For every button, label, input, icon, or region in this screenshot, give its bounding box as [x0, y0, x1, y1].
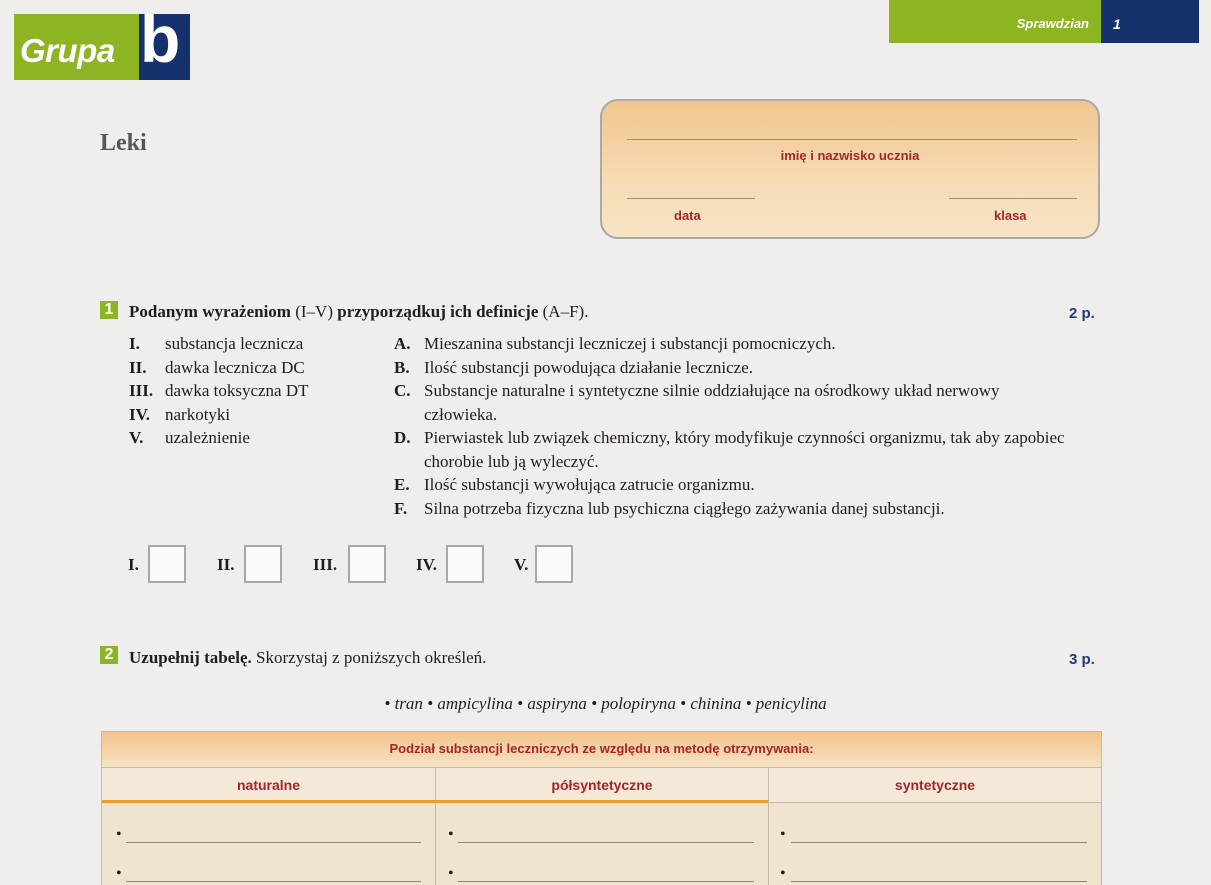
header-label-block: [889, 0, 1101, 43]
term-text: substancja lecznicza: [165, 334, 304, 353]
term-number: IV.: [129, 404, 150, 424]
definition-item: [394, 497, 1074, 521]
header-underline-accent: [102, 800, 768, 803]
definition-letter: C.: [394, 381, 411, 400]
table-header: Podział substancji leczniczych ze względu na metodę otrzymywania:: [102, 732, 1101, 768]
date-label: data: [674, 208, 701, 223]
definition-item: [394, 332, 1074, 356]
task2-number: 2: [100, 646, 118, 664]
column-header-synthetic: syntetyczne: [769, 768, 1101, 802]
class-label: klasa: [994, 208, 1027, 223]
date-line[interactable]: [627, 198, 755, 199]
term-item: [129, 379, 309, 403]
task1-title-bold1: Podanym wyrażeniom: [129, 302, 291, 321]
term-item: [129, 356, 309, 380]
definition-text: Ilość substancji wywołująca zatrucie organizmu.: [424, 475, 755, 494]
task2-title-bold: Uzupełnij tabelę.: [129, 648, 252, 667]
column-header-semisynthetic: półsyntetyczne: [436, 768, 768, 802]
bullet: •: [116, 865, 122, 882]
definition-text: Silna potrzeba fizyczna lub psychiczna ciągłego zażywania danej substancji.: [424, 498, 945, 518]
answer-label: I.: [128, 555, 139, 574]
page-title: Leki: [100, 130, 147, 156]
definition-letter: B.: [394, 357, 410, 377]
name-label: imię i nazwisko ucznia: [780, 148, 920, 163]
name-line[interactable]: [627, 139, 1077, 140]
logo-grupa: [14, 14, 139, 80]
answer-box[interactable]: [244, 545, 282, 583]
logo-letter-block: [139, 2, 190, 80]
definitions-list: [394, 332, 1074, 520]
bullet: •: [116, 826, 122, 843]
task1-title: [129, 302, 588, 322]
definition-text: Mieszanina substancji leczniczej i substancji pomocniczych.: [424, 334, 836, 353]
term-number: II.: [129, 357, 147, 377]
answer-line[interactable]: [126, 881, 421, 882]
answer-label: II.: [217, 555, 235, 574]
class-line[interactable]: [949, 198, 1077, 199]
classification-table: [101, 731, 1102, 885]
definition-item: [394, 426, 1069, 473]
task2-title-rest: Skorzystaj z poniższych określeń.: [251, 648, 487, 667]
term-number: I.: [129, 334, 140, 353]
term-number: III.: [129, 381, 154, 400]
answer-box[interactable]: [446, 545, 484, 583]
answer-line[interactable]: [126, 842, 421, 843]
header-number: 1: [1113, 16, 1121, 32]
definition-item: [394, 379, 1064, 426]
bullet: •: [780, 865, 786, 882]
term-text: uzależnienie: [165, 428, 250, 447]
definition-item: [394, 473, 1074, 497]
task2-points: 3 p.: [1069, 651, 1095, 668]
answer-box[interactable]: [535, 545, 573, 583]
definition-text: Substancje naturalne i syntetyczne silnie oddziałujące na ośrodkowy układ nerwowy człowieka.: [424, 381, 1000, 424]
terms-list: [129, 332, 309, 450]
task1-title-mid: (I–V): [290, 302, 338, 321]
answer-line[interactable]: [458, 881, 754, 882]
answer-box[interactable]: [148, 545, 186, 583]
column-header-natural: naturalne: [102, 768, 435, 802]
answer-line[interactable]: [791, 842, 1087, 843]
column-divider: [768, 768, 769, 885]
logo-letter: b: [140, 2, 181, 76]
definition-letter: A.: [394, 334, 411, 353]
answer-line[interactable]: [791, 881, 1087, 882]
answer-label: IV.: [416, 555, 437, 574]
definition-letter: E.: [394, 475, 410, 494]
task1-number: 1: [100, 301, 118, 319]
column-divider: [435, 768, 436, 885]
definition-text: Pierwiastek lub związek chemiczny, który modyfikuje czynności organizmu, tak aby zapobiec chorobie lub ją wyleczyć.: [424, 428, 1065, 471]
definition-letter: D.: [394, 428, 411, 447]
row-divider: [768, 802, 1101, 803]
answer-box[interactable]: [348, 545, 386, 583]
term-item: [129, 426, 309, 450]
term-item: [129, 332, 309, 356]
task2-title: [129, 648, 486, 668]
answer-label: V.: [514, 555, 529, 574]
task1-title-bold2: przyporządkuj ich definicje: [337, 302, 539, 321]
task1-points: 2 p.: [1069, 305, 1095, 322]
logo-word: Grupa: [20, 32, 115, 69]
bullet: •: [448, 865, 454, 882]
bullet: •: [780, 826, 786, 843]
term-item: [129, 403, 309, 427]
answer-line[interactable]: [458, 842, 754, 843]
term-text: narkotyki: [165, 404, 231, 424]
header-label: Sprawdzian: [1016, 16, 1089, 31]
student-info-box: [600, 99, 1100, 239]
definition-item: [394, 356, 1074, 380]
word-bank: • tran • ampicylina • aspiryna • polopiryna • chinina • penicylina: [384, 694, 827, 713]
bullet: •: [448, 826, 454, 843]
task1-title-end: (A–F).: [538, 302, 589, 321]
header-number-block: [1101, 0, 1199, 43]
term-text: dawka toksyczna DT: [165, 381, 309, 400]
definition-letter: F.: [394, 498, 408, 518]
definition-text: Ilość substancji powodująca działanie lecznicze.: [424, 357, 753, 377]
answer-label: III.: [313, 555, 338, 574]
term-number: V.: [129, 428, 144, 447]
term-text: dawka lecznicza DC: [165, 357, 305, 377]
